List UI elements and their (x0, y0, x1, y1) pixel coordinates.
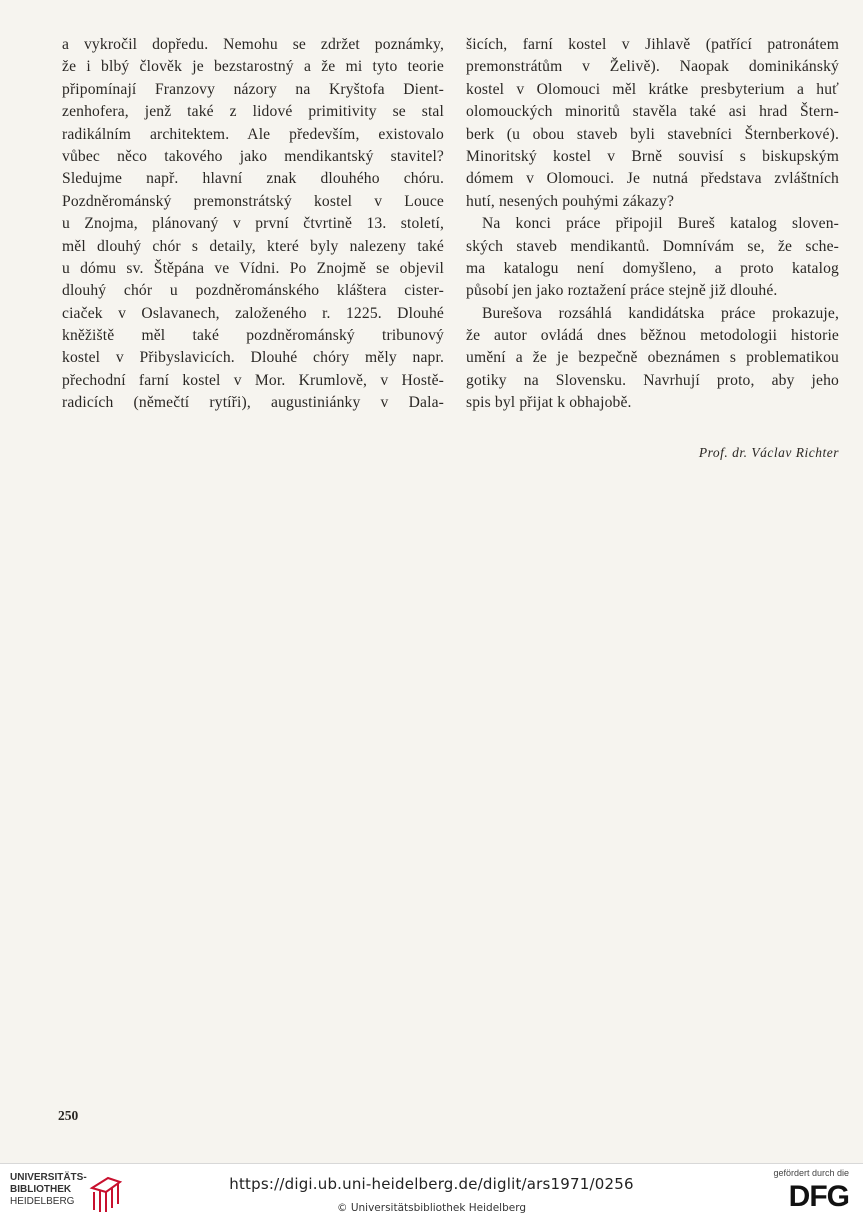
text-line: Minoritský kostel v Brně souvisí s biskupským (466, 147, 839, 165)
text-line: dlouhý chór u pozdněrománského kláštera cister- (62, 282, 444, 300)
left-text-column (62, 34, 444, 415)
text-line: přechodní farní kostel v Mor. Krumlově, v Hostě- (62, 371, 444, 389)
library-name-line-1: UNIVERSITÄTS- (10, 1172, 87, 1183)
text-line: dómem v Olomouci. Je nutná představa zvláštních (466, 170, 839, 188)
text-line: kostel v Přibyslavicích. Dlouhé chóry měly napr. (62, 349, 444, 367)
text-line: měl dlouhý chór s detaily, které byly nalezeny také (62, 237, 444, 255)
text-line: olomouckých minoritů stavěla také asi hrad Štern- (466, 103, 839, 121)
right-text-column (466, 34, 839, 415)
text-line: berk (u obou staveb byli stavebníci Šternberkové). (466, 125, 839, 143)
text-line: Sledujme např. hlavní znak dlouhého chóru. (62, 170, 444, 188)
library-name-line-3: HEIDELBERG (10, 1196, 75, 1207)
text-line: spis byl přijat k obhajobě. (466, 394, 632, 412)
permalink-url[interactable]: https://digi.ub.uni-heidelberg.de/diglit/ars1971/0256 (229, 1175, 634, 1193)
text-line: ciaček v Oslavanech, založeného r. 1225. Dlouhé (62, 304, 444, 322)
text-line: ských staveb mendikantů. Domnívám se, že sche- (466, 237, 839, 255)
text-line: u Znojma, plánovaný v první čtvrtině 13. století, (62, 215, 444, 233)
text-line: radicích (němečtí rytíři), augustiniánky v Dala- (62, 394, 444, 412)
text-line: hutí, nesených pouhými zákazy? (466, 192, 675, 210)
text-line: kostel v Olomouci měl krátke presbyterium a huť (466, 80, 839, 98)
text-line: Burešova rozsáhlá kandidátska práce prokazuje, (482, 304, 839, 322)
library-name-line-2: BIBLIOTHEK (10, 1184, 72, 1195)
text-line: kněžiště měl také pozdněrománský tribunový (62, 327, 444, 345)
text-line: premonstrátům v Želivě). Naopak dominikánský (466, 58, 839, 76)
text-line: a vykročil dopředu. Nemohu se zdržet poznámky, (62, 36, 444, 53)
page-number: 250 (58, 1108, 79, 1123)
review-signature: Prof. dr. Václav Richter (698, 445, 839, 460)
text-line: že i blbý člověk je bezstarostný a že mi tyto teorie (62, 58, 444, 76)
text-line: připomínají Franzovy názory na Kryštofa Dient- (62, 80, 444, 98)
text-line: gotiky na Slovensku. Navrhují proto, aby jeho (466, 371, 839, 389)
text-line: vůbec něco takového jako mendikantský stavitel? (62, 147, 444, 165)
sponsor-block[interactable] (749, 1168, 849, 1220)
text-line: působí jen jako roztažení práce stejně již dlouhé. (466, 282, 778, 300)
copyright-notice: © Universitätsbibliothek Heidelberg (336, 1202, 526, 1214)
text-line: umění a že je bezpečně obeznámen s problematikou (466, 349, 839, 367)
digitization-footer (0, 1163, 863, 1224)
text-line: radikálním architektem. Ale především, existovalo (62, 125, 444, 143)
text-line: Pozdněrománský premonstrátský kostel v Louce (62, 192, 444, 210)
text-line: šicích, farní kostel v Jihlavě (patřící patronátem (466, 36, 839, 53)
text-line: že autor ovládá dnes běžnou metodologii historie (466, 327, 839, 345)
text-line: Na konci práce připojil Bureš katalog sloven- (482, 215, 839, 233)
text-line: ma katalogu není domyšleno, a proto katalog (466, 259, 839, 277)
text-line: zenhofera, jenž také z lidové primitivity se stal (62, 103, 444, 121)
sponsor-caption: gefördert durch die (773, 1168, 849, 1178)
text-line: u dómu sv. Štěpána ve Vídni. Po Znojmě se objevil (62, 259, 444, 277)
dfg-logo: DFG (788, 1180, 849, 1213)
